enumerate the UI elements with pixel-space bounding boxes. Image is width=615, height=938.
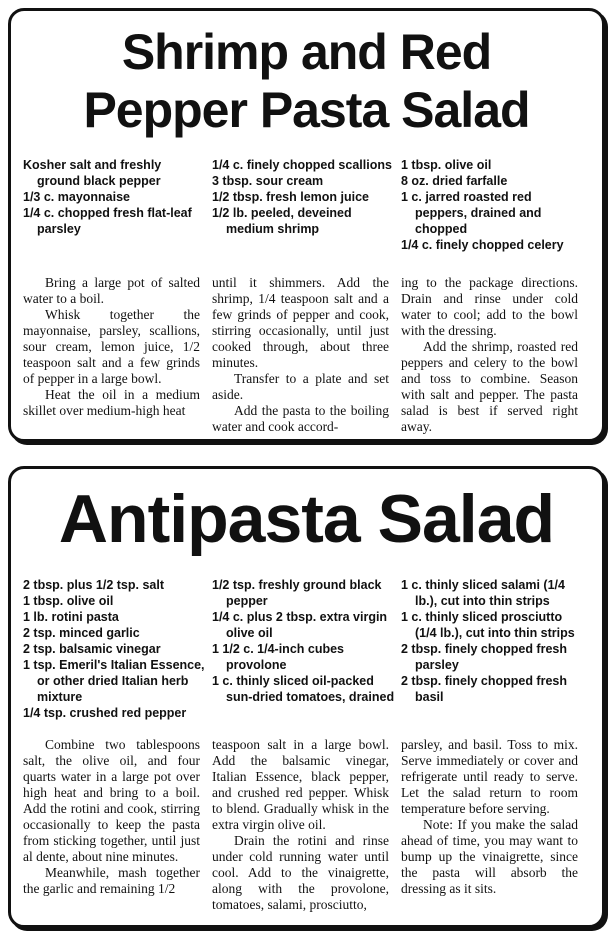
ingredient-item: 1 c. thinly sliced salami (1/4 lb.), cut into thin strips (401, 578, 565, 608)
ingredient-item: 1 c. jarred roasted red peppers, drained and chopped (401, 190, 542, 236)
direction-paragraph: teaspoon salt in a large bowl. Add the balsamic vinegar, Italian Essence, black pepper, and crushed red pepper. Whisk to blend. Gradually whisk in the extra virgin olive oil. (212, 737, 389, 832)
direction-paragraph: parsley, and basil. Toss to mix. Serve immediately or cover and refrigerate until ready to serve. Let the salad return to room temperature before serving. (401, 737, 578, 816)
direction-paragraph: Whisk together the mayonnaise, parsley, scallions, sour cream, lemon juice, 1/2 teaspoon salt and a few grinds of pepper in a large bowl. (23, 307, 200, 386)
ingredient-column (23, 577, 212, 721)
ingredient-item: 2 tbsp. finely chopped fresh parsley (401, 642, 567, 672)
title-line-1: Shrimp and Red (121, 24, 492, 80)
ingredient-item: 2 tsp. balsamic vinegar (23, 642, 161, 656)
ingredient-item: 1 tsp. Emeril's Italian Essence, or other dried Italian herb mixture (23, 658, 205, 704)
ingredient-item: 2 tsp. minced garlic (23, 626, 140, 640)
ingredient-item: 1 tbsp. olive oil (401, 158, 492, 172)
direction-column (401, 275, 590, 435)
recipe-card-antipasta (8, 466, 605, 928)
ingredient-item: 1/4 c. plus 2 tbsp. extra virgin olive oil (212, 610, 388, 640)
direction-paragraph: Combine two tablespoons salt, the olive oil, and four quarts water in a large pot over high heat and bring to a boil. Add the rotini and cook, stirring occasionally to keep the pasta from sticking together, until just al dente, about nine minutes. (23, 737, 200, 864)
directions (11, 275, 602, 435)
ingredients (11, 577, 602, 721)
ingredient-item: 1/2 tsp. freshly ground black pepper (212, 578, 382, 608)
ingredient-item: 8 oz. dried farfalle (401, 174, 508, 188)
ingredient-item: 1/2 tbsp. fresh lemon juice (212, 190, 369, 204)
ingredient-column (401, 157, 590, 253)
ingredient-item: 1/4 tsp. crushed red pepper (23, 706, 187, 720)
direction-column (23, 737, 212, 913)
direction-column (401, 737, 590, 913)
ingredients (11, 157, 602, 253)
directions (11, 737, 602, 913)
ingredient-item: 1 1/2 c. 1/4-inch cubes provolone (212, 642, 345, 672)
ingredient-column (401, 577, 590, 721)
ingredient-item: Kosher salt and freshly ground black pepper (23, 158, 162, 188)
direction-paragraph: ing to the package directions. Drain and rinse under cold water to cool; add to the bowl with the dressing. (401, 275, 578, 338)
ingredient-item: 1 tbsp. olive oil (23, 594, 114, 608)
recipe-title (11, 11, 602, 139)
direction-paragraph: Heat the oil in a medium skillet over medium-high heat (23, 387, 200, 418)
title-line-2: Pepper Pasta Salad (83, 82, 530, 138)
ingredient-item: 2 tbsp. finely chopped fresh basil (401, 674, 567, 704)
direction-paragraph: Note: If you make the salad ahead of time, you may want to bump up the vinaigrette, since the pasta will absorb the dressing as it sits. (401, 817, 578, 896)
recipe-title (11, 469, 602, 557)
direction-paragraph: Bring a large pot of salted water to a boil. (23, 275, 200, 306)
ingredient-column (23, 157, 212, 253)
direction-column (23, 275, 212, 435)
ingredient-item: 1/4 c. finely chopped celery (401, 238, 564, 252)
direction-paragraph: Transfer to a plate and set aside. (212, 371, 389, 402)
ingredient-item: 1 c. thinly sliced oil-packed sun-dried tomatoes, drained (212, 674, 395, 704)
ingredient-item: 1/3 c. mayonnaise (23, 190, 131, 204)
ingredient-item: 3 tbsp. sour cream (212, 174, 324, 188)
title-line-1: Antipasta Salad (58, 481, 555, 557)
ingredient-item: 2 tbsp. plus 1/2 tsp. salt (23, 578, 165, 592)
direction-column (212, 275, 401, 435)
direction-paragraph: Drain the rotini and rinse under cold running water until cool. Add to the vinaigrette, along with the provolone, tomatoes, salami, prosciutto, (212, 833, 389, 912)
direction-paragraph: Add the pasta to the boiling water and cook accord- (212, 403, 389, 434)
direction-paragraph: Meanwhile, mash together the garlic and remaining 1/2 (23, 865, 200, 896)
ingredient-column (212, 577, 401, 721)
direction-paragraph: until it shimmers. Add the shrimp, 1/4 teaspoon salt and a few grinds of pepper and cook, stirring occasionally, until just cooked through, about three minutes. (212, 275, 389, 370)
ingredient-item: 1 c. thinly sliced prosciutto (1/4 lb.), cut into thin strips (401, 610, 575, 640)
ingredient-item: 1/2 lb. peeled, deveined medium shrimp (212, 206, 352, 236)
ingredient-item: 1 lb. rotini pasta (23, 610, 119, 624)
direction-paragraph: Add the shrimp, roasted red peppers and celery to the bowl and toss to combine. Season with salt and pepper. The pasta salad is best if served right away. (401, 339, 578, 434)
recipe-card-shrimp-pasta (8, 8, 605, 442)
ingredient-item: 1/4 c. chopped fresh flat-leaf parsley (23, 206, 192, 236)
ingredient-item: 1/4 c. finely chopped scallions (212, 158, 392, 172)
direction-column (212, 737, 401, 913)
ingredient-column (212, 157, 401, 253)
